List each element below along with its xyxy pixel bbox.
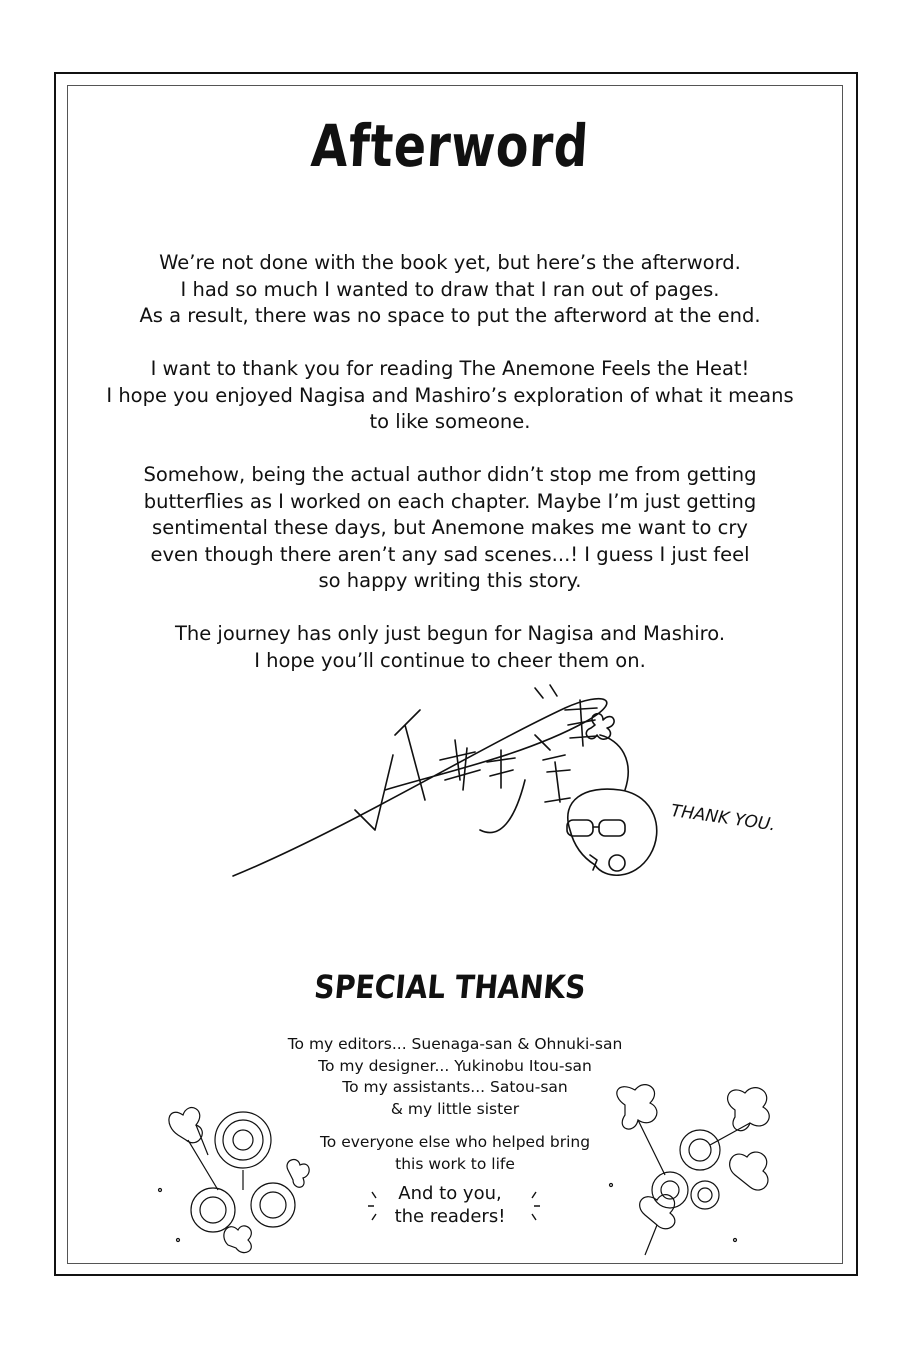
paragraph-4 [90, 621, 810, 674]
clover-flowers-right [605, 1085, 790, 1265]
text-line: I hope you enjoyed Nagisa and Mashiro’s exploration of what it means [106, 383, 794, 407]
text-line: As a result, there was no space to put the afterword at the end. [139, 304, 761, 327]
text-line: The journey has only just begun for Nagisa and Mashiro. [174, 622, 726, 645]
text-line: even though there aren’t any sad scenes...! I guess I just feel [150, 542, 750, 566]
text-line: I had so much I wanted to draw that I ran out of pages. [180, 277, 720, 301]
text-line: We’re not done with the book yet, but here’s the afterword. [159, 251, 741, 274]
readers-line: the readers! [394, 1206, 506, 1227]
signature-tick [535, 685, 557, 698]
signature-sweep [233, 699, 607, 876]
afterword-body [90, 250, 810, 701]
text-line: to like someone. [369, 410, 531, 433]
signature-swirl [480, 780, 525, 833]
paragraph-3 [90, 462, 810, 595]
readers-line: And to you, [398, 1183, 502, 1204]
signature-glyph [487, 750, 515, 788]
text-line: I want to thank you for reading The Anemone Feels the Heat! [150, 357, 750, 380]
mascot-hand [609, 855, 625, 871]
mascot-string [600, 735, 628, 790]
text-line: Somehow, being the actual author didn’t stop me from getting [143, 463, 757, 486]
paragraph-2 [90, 356, 810, 436]
special-thanks-heading: SPECIAL THANKS [312, 968, 588, 1006]
paragraph-1 [90, 250, 810, 330]
credit-line: To my designer... Yukinobu Itou-san [318, 1056, 592, 1075]
page-title: Afterword [309, 112, 591, 180]
text-line: butterflies as I worked on each chapter. Maybe I’m just getting [143, 489, 757, 513]
clover-leaf-icon [617, 1085, 769, 1229]
signature-glyph [535, 735, 570, 802]
credit-line: & my little sister [390, 1099, 520, 1118]
helpers-line: this work to life [395, 1154, 515, 1173]
text-line: sentimental these days, but Anemone makes me want to cry [152, 516, 748, 539]
text-line: so happy writing this story. [318, 569, 582, 592]
credit-line: To my assistants... Satou-san [342, 1078, 568, 1096]
thank-you-note [640, 770, 777, 860]
helpers-line: To everyone else who helped bring [319, 1133, 591, 1151]
credit-line: To my editors... Suenaga-san & Ohnuki-san [287, 1035, 623, 1053]
thank-you-caption: THANK YOU. [669, 800, 777, 836]
sparkle-icon [364, 1186, 544, 1226]
clover-leaf-icon [169, 1108, 309, 1253]
text-line: I hope you’ll continue to cheer them on. [254, 648, 646, 672]
clover-flowers-left [148, 1100, 318, 1260]
